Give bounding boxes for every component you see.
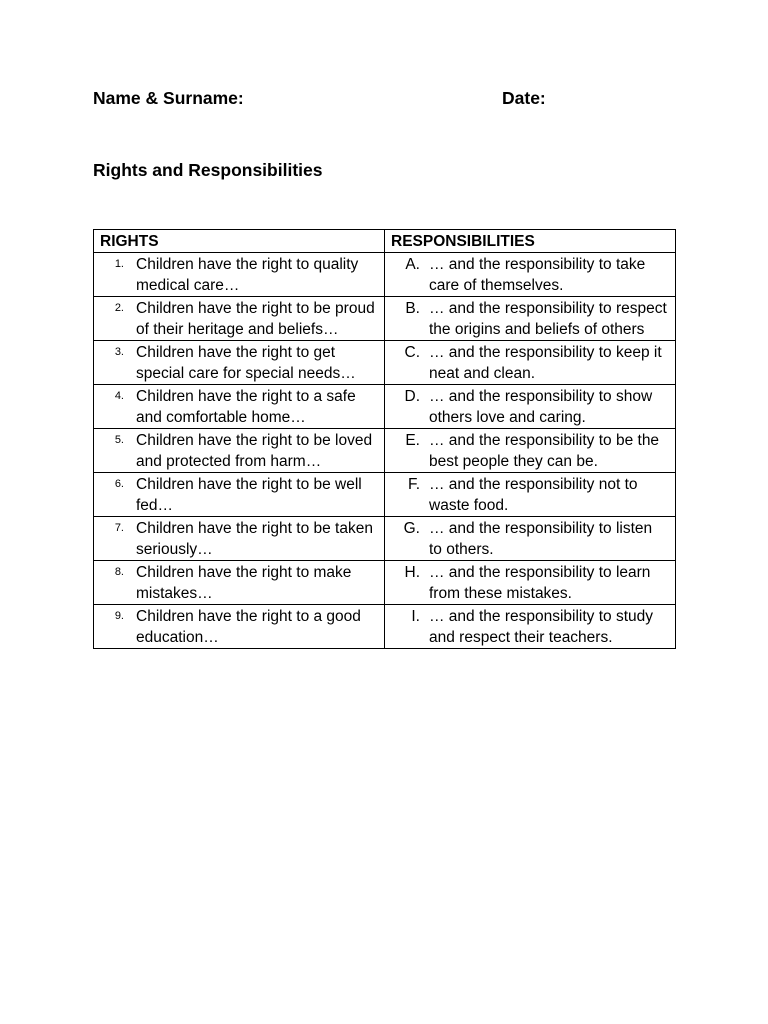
table-row xyxy=(94,605,676,649)
table-row xyxy=(94,297,676,341)
right-text: Children have the right to make mistakes… xyxy=(136,564,352,602)
responsibility-text: … and the responsibility to respect the origins and beliefs of others xyxy=(429,300,667,338)
responsibility-cell xyxy=(385,561,676,605)
table-row xyxy=(94,253,676,297)
date-label: Date: xyxy=(502,88,546,108)
right-text: Children have the right to be loved and protected from harm… xyxy=(136,432,373,470)
responsibility-letter: F. xyxy=(407,476,420,493)
responsibility-cell xyxy=(385,605,676,649)
right-number: 6. xyxy=(114,478,124,490)
table-row xyxy=(94,341,676,385)
right-text: Children have the right to get special care for special needs… xyxy=(136,344,356,382)
table-header-row xyxy=(94,230,676,253)
table-row xyxy=(94,473,676,517)
responsibility-cell xyxy=(385,385,676,429)
rights-cell xyxy=(94,297,385,341)
table-row xyxy=(94,429,676,473)
responsibility-cell xyxy=(385,297,676,341)
responsibility-text: … and the responsibility to show others love and caring. xyxy=(429,388,653,426)
responsibility-cell xyxy=(385,253,676,297)
responsibility-letter: E. xyxy=(405,432,420,449)
rights-cell xyxy=(94,561,385,605)
rights-cell xyxy=(94,341,385,385)
right-number: 7. xyxy=(114,522,124,534)
responsibility-cell xyxy=(385,341,676,385)
responsibility-text: … and the responsibility to be the best people they can be. xyxy=(429,432,660,470)
rights-cell xyxy=(94,517,385,561)
right-number: 2. xyxy=(114,302,124,314)
responsibilities-column-header: RESPONSIBILITIES xyxy=(385,230,676,253)
right-text: Children have the right to be proud of their heritage and beliefs… xyxy=(136,300,375,338)
right-text: Children have the right to a safe and comfortable home… xyxy=(136,388,356,426)
right-number: 4. xyxy=(114,390,124,402)
rights-cell xyxy=(94,473,385,517)
rights-cell xyxy=(94,253,385,297)
rights-cell xyxy=(94,605,385,649)
responsibility-letter: G. xyxy=(403,520,420,537)
name-surname-label: Name & Surname: xyxy=(93,88,244,108)
responsibility-letter: A. xyxy=(405,256,420,273)
responsibility-cell xyxy=(385,473,676,517)
document-title: Rights and Responsibilities xyxy=(93,160,323,180)
rights-column-header: RIGHTS xyxy=(94,230,385,253)
right-number: 1. xyxy=(114,258,124,270)
responsibility-letter: H. xyxy=(404,564,420,581)
right-number: 3. xyxy=(114,346,124,358)
responsibility-text: … and the responsibility to study and respect their teachers. xyxy=(429,608,654,646)
right-text: Children have the right to be well fed… xyxy=(136,476,362,514)
responsibility-text: … and the responsibility to learn from these mistakes. xyxy=(429,564,651,602)
responsibility-letter: B. xyxy=(405,300,420,317)
rights-responsibilities-table xyxy=(93,229,676,649)
table-row xyxy=(94,561,676,605)
right-number: 9. xyxy=(114,610,124,622)
right-text: Children have the right to a good education… xyxy=(136,608,361,646)
responsibility-letter: I. xyxy=(411,608,420,625)
table-row xyxy=(94,385,676,429)
table-row xyxy=(94,517,676,561)
right-number: 5. xyxy=(114,434,124,446)
responsibility-letter: D. xyxy=(404,388,420,405)
rights-cell xyxy=(94,385,385,429)
rights-cell xyxy=(94,429,385,473)
responsibility-text: … and the responsibility to listen to others. xyxy=(429,520,653,558)
right-text: Children have the right to quality medical care… xyxy=(136,256,359,294)
responsibility-text: … and the responsibility to take care of themselves. xyxy=(429,256,646,294)
responsibility-text: … and the responsibility not to waste food. xyxy=(429,476,638,514)
right-text: Children have the right to be taken seriously… xyxy=(136,520,373,558)
responsibility-letter: C. xyxy=(404,344,420,361)
responsibility-text: … and the responsibility to keep it neat and clean. xyxy=(429,344,662,382)
right-number: 8. xyxy=(114,566,124,578)
responsibility-cell xyxy=(385,517,676,561)
responsibility-cell xyxy=(385,429,676,473)
